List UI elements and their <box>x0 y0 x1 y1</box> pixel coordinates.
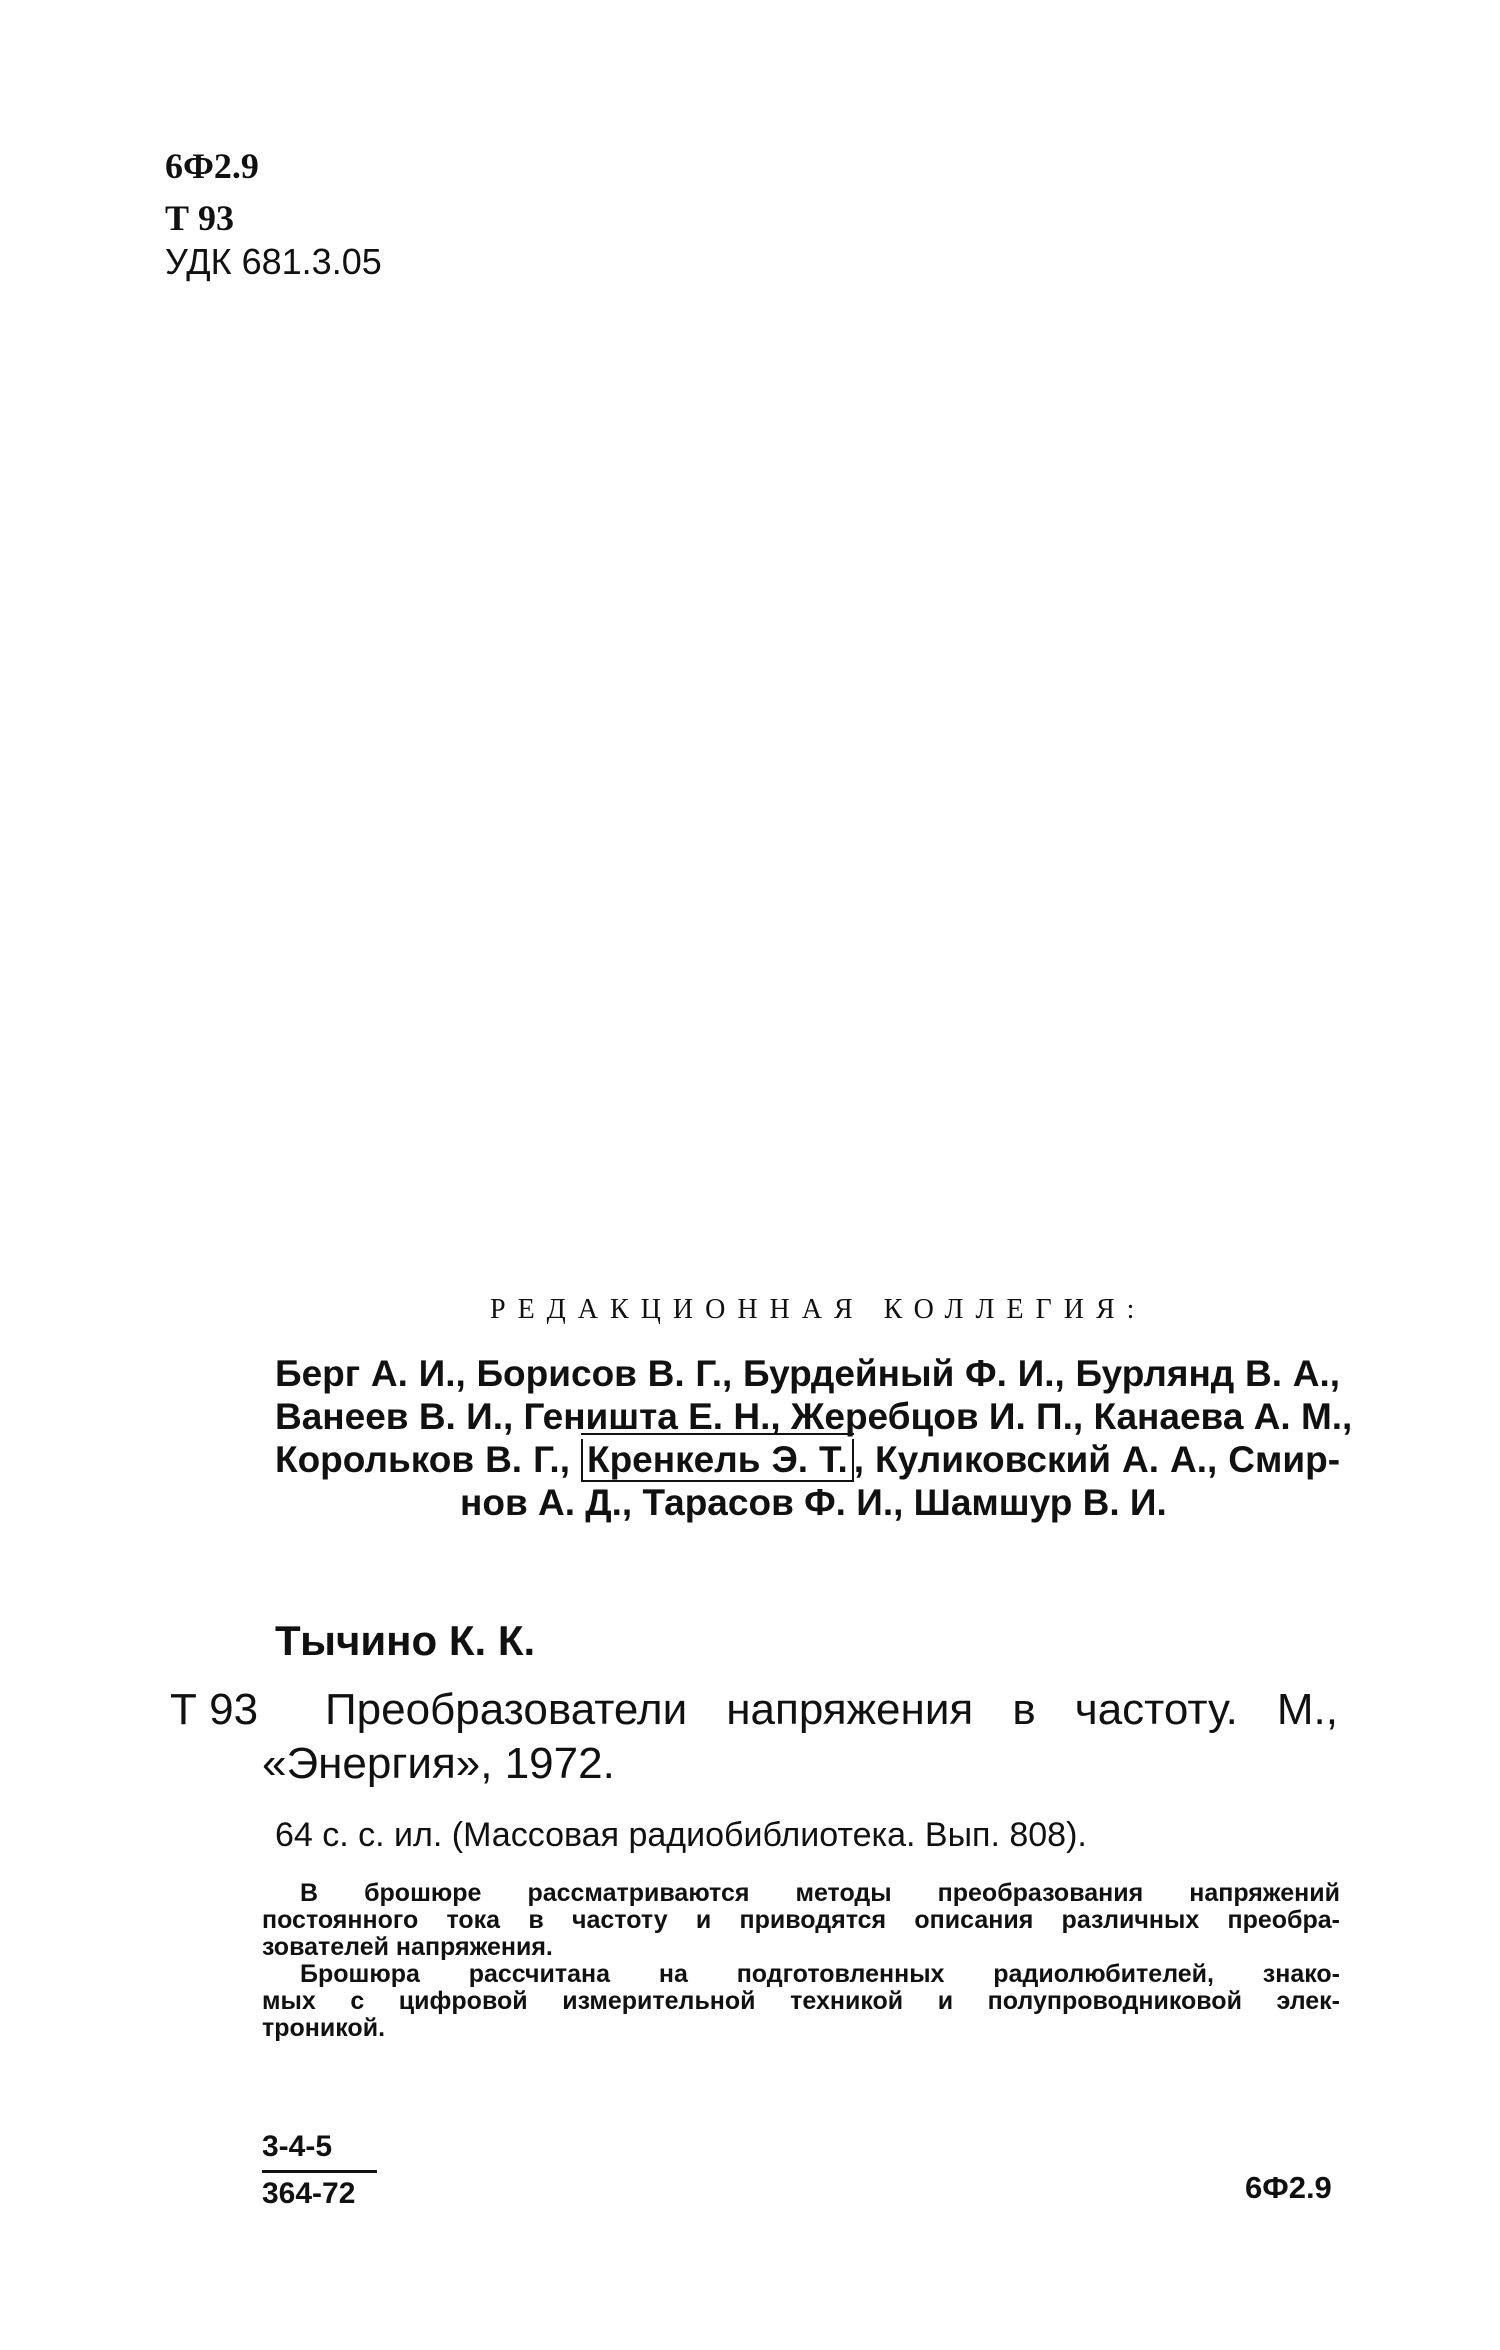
editorial-board-line-3 <box>275 1441 1340 1478</box>
bbk-index-bottom: 6Ф2.9 <box>1245 2170 1332 2205</box>
fraction-denominator: 364-72 <box>262 2177 356 2210</box>
editorial-board-names: , Куликовский А. А., Смир- <box>853 1439 1341 1480</box>
framed-name: Кренкель Э. Т. <box>581 1439 854 1482</box>
publisher-code-fraction <box>262 2132 377 2209</box>
book-author-mark: Т 93 <box>170 1685 259 1734</box>
annotation-line: постоянного тока в частоту и приводятся описания различных преобра- <box>262 1906 1340 1934</box>
editorial-board-line-2: Ванеев В. И., Геништа Е. Н., Жеребцов И. П., Канаева А. М., <box>275 1396 1353 1437</box>
annotation-line: мых с цифровой измерительной техникой и полупроводниковой элек- <box>262 1987 1340 2015</box>
udk-code: УДК 681.3.05 <box>165 241 382 282</box>
fraction-bar <box>262 2170 377 2173</box>
annotation-line: зователей напряжения. <box>262 1933 553 1961</box>
annotation-line: троникой. <box>262 2014 386 2042</box>
fraction-numerator: 3-4-5 <box>262 2130 333 2163</box>
editorial-board-line-4: нов А. Д., Тарасов Ф. И., Шамшур В. И. <box>460 1482 1167 1523</box>
book-extent: 64 с. с. ил. (Массовая радиобиблиотека. Вып. 808). <box>275 1816 1087 1854</box>
bbk-index: 6Ф2.9 <box>165 146 259 186</box>
book-author: Тычино К. К. <box>275 1617 536 1664</box>
author-mark: Т 93 <box>165 198 235 238</box>
editorial-board-name: Корольков В. Г., <box>275 1439 570 1480</box>
book-title-line-2: «Энергия», 1972. <box>262 1739 615 1788</box>
editorial-board-heading: РЕДАКЦИОННАЯ КОЛЛЕГИЯ: <box>490 1294 1147 1325</box>
annotation-line: Брошюра рассчитана на подготовленных радиолюбителей, знако- <box>300 1960 1340 1988</box>
editorial-board-line-1: Берг А. И., Борисов В. Г., Бурдейный Ф. И., Бурлянд В. А., <box>275 1353 1340 1394</box>
annotation-line: В брошюре рассматриваются методы преобразования напряжений <box>300 1879 1340 1907</box>
book-title-line-1: Преобразователи напряжения в частоту. М., <box>325 1685 1338 1734</box>
